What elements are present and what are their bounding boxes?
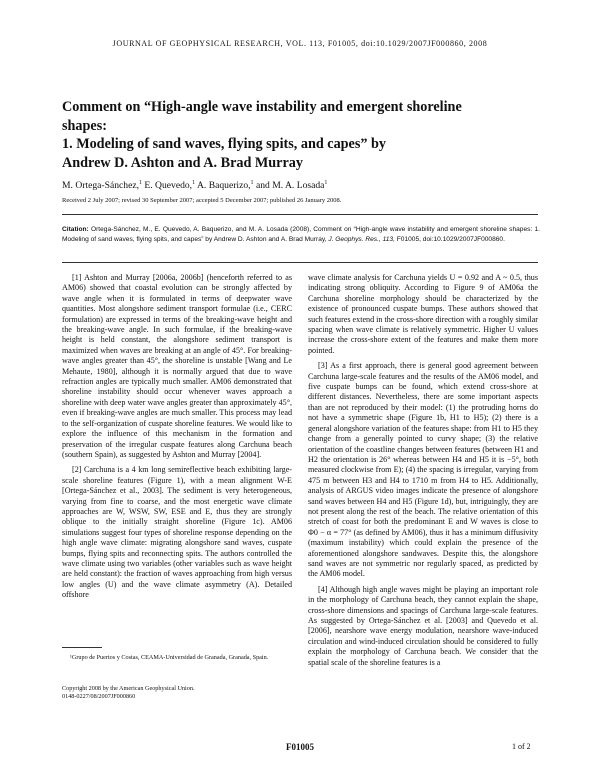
affiliation-mark: 1 — [192, 180, 196, 186]
paragraph: wave climate analysis for Carchuna yields U = 0.92 and A ~ 0.5, thus indicating strong obliquity. According to Figure 9 of AM06a the Carchuna shoreline morphology should be characterized by the existence of pronounced cuspate bumps. These authors showed that such features extend in the cross-shore direction with a roughly similar spacing when wave climate is relatively symmetric. Higher U values increase the cross-shore extent of the features and make them more pointed. — [308, 273, 538, 355]
author-name: E. Quevedo, — [144, 180, 193, 192]
article-code: F01005 — [286, 742, 314, 752]
right-column — [308, 273, 538, 673]
copyright-block — [62, 685, 292, 701]
affiliation-mark: 1 — [250, 180, 254, 186]
paragraph: [3] As a first approach, there is general good agreement between Carchuna large-scale features and the results of the AM06 model, and five cuspate bumps can be found, which extend cross-shore at different distances. Nevertheless, there are some important aspects than are not reproduced by their model: (1) the protruding horns do not have a symmetric shape (Figure 1b, H1 to H5); (2) there is a general alongshore variation of the features shape: from H1 to H5 they change from a generally pointed to curvy shape; (3) the relative orientation of the coastline changes between features (between H1 and H2 the orientation is 26° whereas between H4 and H5 it is −5°, both measured clockwise from E); (4) the spacing is irregular, varying from 475 m between H3 and H4 to 1710 m from H4 to H5. Additionally, analysis of ARGUS video images indicate the presence of alongshore sand waves between H4 and H5 (Figure 1d), but, intriguingly, they are not present along the rest of the beach. The relative orientation of this stretch of coast for both the predominant E and W waves is close to Φ0 − α = 77° (as defined by AM06), thus it has a minimum diffusivity (maximum instability) which could explain the presence of the aforementioned alongshore sandwaves. Despite this, the alongshore sand waves are not symmetric nor regularly spaced, as predicted by the AM06 model. — [308, 361, 538, 579]
copyright-line: 0148-0227/08/2007JF000860 — [62, 693, 136, 700]
divider — [62, 262, 538, 263]
footnote-divider — [62, 647, 102, 648]
author-name: M. Ortega-Sánchez, — [62, 180, 139, 192]
affiliation-mark: 1 — [324, 180, 328, 186]
article-title — [62, 98, 542, 172]
paragraph: [2] Carchuna is a 4 km long semireflective beach exhibiting large-scale shoreline features (Figure 1), with a mean alignment W-E [Ortega-Sánchez et al., 2003]. The sediment is very heterogeneous, varying from fine to coarse, and the most energetic wave climate approaches are W, WSW, SW, ESE and E, thus they are strongly oblique to the initially straight shoreline (Figure 1c). AM06 simulations suggest four types of shoreline response depending on the high angle wave climate: migrating alongshore sand waves, cuspate bumps, flying spits and reconnecting spits. The authors controlled the wave climate using two variables (other variables such as wave height are held constant): the fraction of waves approaching from high versus low angles (U) and the wave climate asymmetry (A). Detailed offshore — [62, 465, 292, 600]
affiliation-mark: 1 — [138, 180, 142, 186]
page-number: 1 of 2 — [512, 742, 531, 751]
author-name: A. Baquerizo, — [196, 180, 251, 192]
citation-journal: J. Geophys. Res., 113, — [328, 236, 395, 243]
journal-header: JOURNAL OF GEOPHYSICAL RESEARCH, VOL. 113, F01005, doi:10.1029/2007JF000860, 2008 — [112, 39, 488, 48]
paragraph: [1] Ashton and Murray [2006a, 2006b] (henceforth referred to as AM06) showed that coastal evolution can be strongly affected by wave angle when it is formulated in terms of deepwater wave quantities. Most alongshore sediment transport formulae (i.e., CERC formulation) are expressed in terms of the breaking-wave height and the breaking-wave angle. In such formulae, if the breaking-wave height is held constant, the alongshore sediment transport is maximized when waves are breaking at an angle of 45°. For breaking-wave angles greater than 45°, the shoreline is unstable [Wang and Le Mehaute, 1980], although it is normally argued that due to wave refraction angles are typically much smaller. AM06 demonstrated that shoreline instability should occur whenever waves approach a shoreline with deep water wave angles greater than approximately 45°, even if breaking-wave angles are much smaller. This process may lead to the self-organization of cuspate shoreline features. We would like to explore the influence of this mechanism in the formation and preservation of the irregular cuspate features along Carchuna beach (southern Spain), as suggested by Ashton and Murray [2004]. — [62, 273, 292, 459]
title-line: 1. Modeling of sand waves, flying spits, and capes” by — [62, 136, 386, 152]
affiliation-footnote: ¹Grupo de Puertos y Costas, CEAMA-Universidad de Granada, Granada, Spain. — [70, 654, 269, 661]
title-line: shapes: — [62, 117, 107, 134]
citation-label: Citation: — [62, 226, 89, 233]
copyright-line: Copyright 2008 by the American Geophysical Union. — [62, 685, 195, 692]
citation-text: Ortega-Sánchez, M., E. Quevedo, A. Baquerizo, and M. A. Losada (2008), Comment on “High-angle wave instability and — [90, 226, 448, 233]
left-column — [62, 273, 292, 606]
author-name: and M. A. Losada — [255, 180, 325, 192]
citation-text: F01005, doi:10.1029/2007JF000860. — [396, 236, 505, 243]
paragraph: [4] Although high angle waves might be playing an important role in the morphology of Carchuna beach, they cannot explain the shape, cross-shore dimensions and spacings of Carchuna large-scale features. As suggested by Ortega-Sánchez et al. [2003] and Quevedo et al. [2006], nearshore wave energy modulation, nearshore wave-induced circulation and wind-induced circulation should be considered to fully explain the morphology of Carchuna beach. We consider that the spatial scale of the shoreline features is a — [308, 584, 538, 667]
title-line: Comment on “High-angle wave instability and emergent shoreline — [62, 99, 462, 115]
received-dates: Received 2 July 2007; revised 30 September 2007; accepted 5 December 2007; published 26 January 2008. — [62, 197, 342, 204]
citation-block — [62, 225, 540, 245]
title-line: Andrew D. Ashton and A. Brad Murray — [62, 154, 303, 171]
citation-text: emergent shoreline shapes: 1. Modeling of sand waves, flying spits, and capes” by Andrew D. Ashton and A. Brad Murray, — [62, 226, 540, 243]
divider — [62, 214, 538, 215]
author-list — [62, 180, 327, 191]
